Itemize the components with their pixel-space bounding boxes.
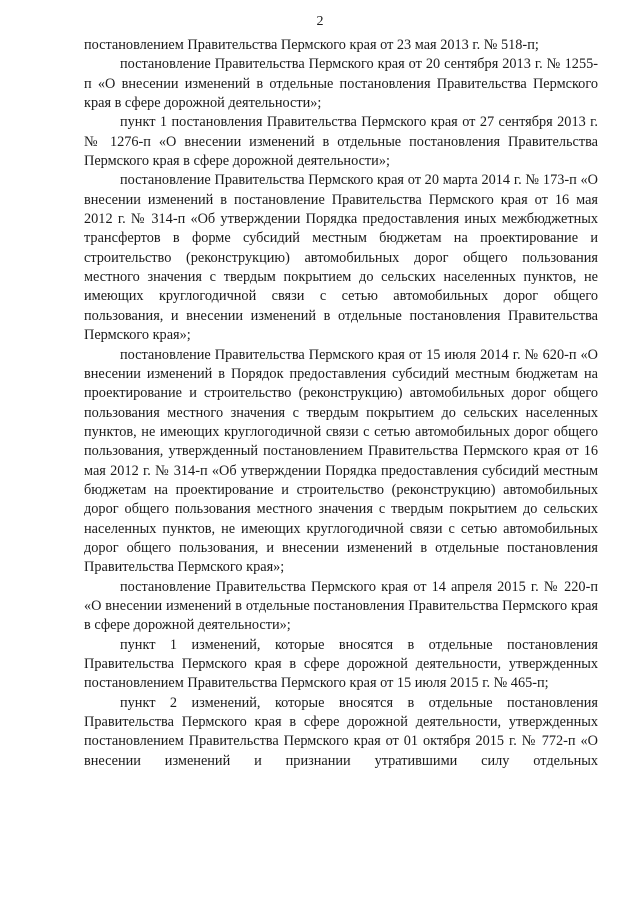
paragraph: пункт 2 изменений, которые вносятся в отдельные постановления Правительства Пермского края в сфере дорожной деятельности, утвержденных постановлением Правительства Пермского края от 01 октября 2015 г. № 772-п «О внесении изменений и признании утратившими силу отдельных [84,694,598,769]
paragraph: постановление Правительства Пермского края от 15 июля 2014 г. № 620-п «О внесении изменений в Порядок предоставления субсидий местным бюджетам на проектирование и строительство (реконструкцию) автомобильных дорог общего пользования местного значения с твердым покрытием до сельских населенных пунктов, не имеющих круглогодичной связи с сетью автомобильных дорог общего пользования, утвержденный постановлением Правительства Пермского края от 16 мая 2012 г. № 314-п «Об утверждении Порядка предоставления субсидий местным бюджетам на проектирование и строительство (реконструкцию) автомобильных дорог общего пользования местного значения с твердым покрытием до сельских населенных пунктов, не имеющих круглогодичной связи с сетью автомобильных дорог общего пользования, и внесении изменений в отдельные постановления Правительства Пермского края»; [84,346,598,576]
paragraph: постановление Правительства Пермского края от 20 сентября 2013 г. № 1255-п «О внесении изменений в отдельные постановления Правительства Пермского края в сфере дорожной деятельности»; [84,56,598,112]
paragraph: постановлением Правительства Пермского края от 23 мая 2013 г. № 518-п; [84,37,539,53]
paragraph: пункт 1 изменений, которые вносятся в отдельные постановления Правительства Пермского края в сфере дорожной деятельности, утвержденных постановлением Правительства Пермского края от 15 июля 2015 г. № 465-п; [84,636,598,692]
paragraph: постановление Правительства Пермского края от 20 марта 2014 г. № 173-п «О внесении изменений в постановление Правительства Пермского края от 16 мая 2012 г. № 314-п «Об утверждении Порядка предоставления иных межбюджетных трансфертов в форме субсидий местным бюджетам на проектирование и строительство (реконструкцию) автомобильных дорог общего пользования местного значения с твердым покрытием до сельских населенных пунктов, не имеющих круглогодичной связи с сетью автомобильных дорог общего пользования, и внесении изменений в отдельные постановления Правительства Пермского края»; [84,172,598,344]
page-number: 2 [316,14,324,29]
paragraph: пункт 1 постановления Правительства Пермского края от 27 сентября 2013 г. № 1276-п «О внесении изменений в отдельные постановления Правительства Пермского края в сфере дорожной деятельности»; [84,114,598,170]
document-body [84,36,598,771]
paragraph: постановление Правительства Пермского края от 14 апреля 2015 г. № 220-п «О внесении изменений в отдельные постановления Правительства Пермского края в сфере дорожной деятельности»; [84,578,598,634]
